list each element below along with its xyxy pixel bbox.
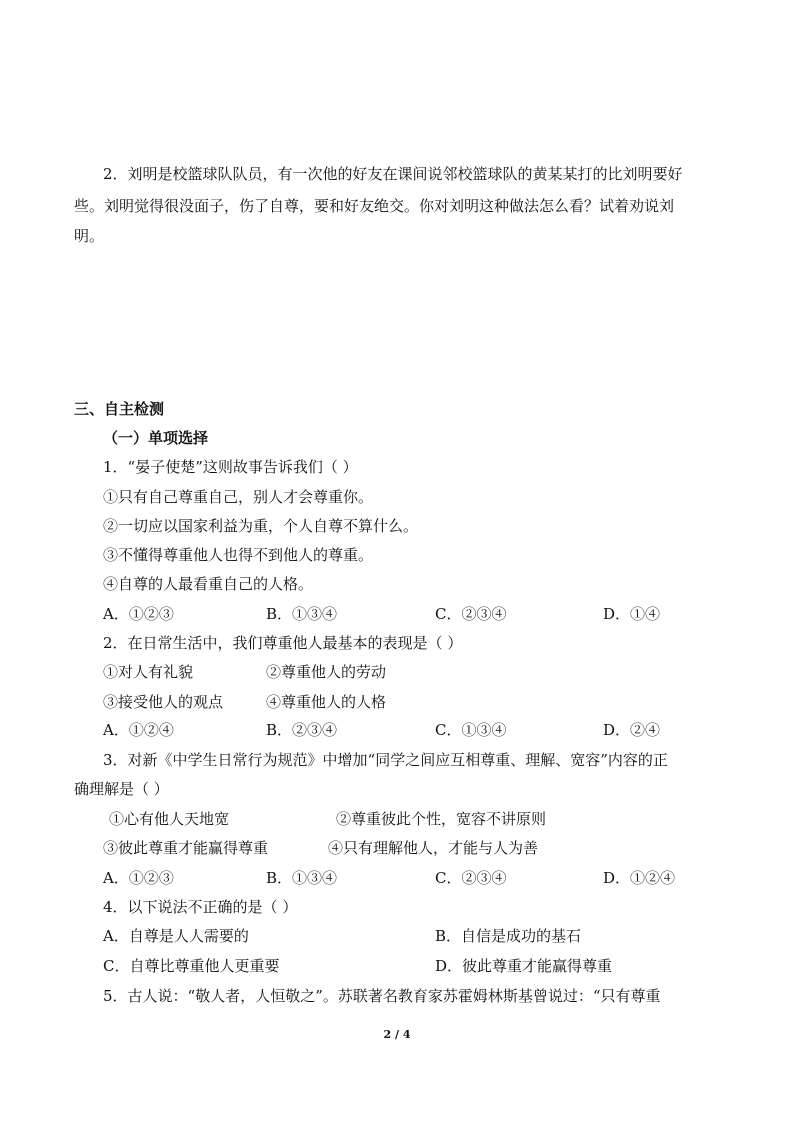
mc2-statement-3: ③接受他人的观点: [103, 693, 224, 711]
mc1-option-c: C．②③④: [435, 605, 507, 623]
mc3-statement-3: ③彼此尊重才能赢得尊重: [103, 839, 269, 857]
mc4-option-c: C．自尊比尊重他人更重要: [103, 957, 280, 975]
mc2-question: 2．在日常生活中，我们尊重他人最基本的表现是（ ）: [103, 634, 463, 652]
page-number: 2 / 4: [383, 1028, 411, 1041]
subsection-heading: （一）单项选择: [103, 429, 209, 447]
mc3-statement-2: ②尊重彼此个性，宽容不讲原则: [336, 810, 547, 828]
mc1-statement-4: ④自尊的人最看重自己的人格。: [103, 575, 314, 593]
mc2-option-a: A．①②④: [103, 721, 174, 739]
mc3-question-line-1: 3．对新《中学生日常行为规范》中增加“同学之间应互相尊重、理解、宽容”内容的正: [103, 751, 668, 769]
mc1-option-b: B．①③④: [266, 605, 338, 623]
question-2-line-3: 明。: [74, 227, 105, 245]
mc4-question: 4．以下说法不正确的是（ ）: [103, 898, 298, 916]
mc4-option-a: A．自尊是人人需要的: [103, 927, 249, 945]
mc2-option-c: C．①③④: [435, 721, 507, 739]
mc1-question: 1．“晏子使楚”这则故事告诉我们（ ）: [103, 458, 358, 476]
mc4-option-b: B．自信是成功的基石: [435, 927, 582, 945]
mc3-statement-4: ④只有理解他人，才能与人为善: [328, 839, 539, 857]
mc2-statement-4: ④尊重他人的人格: [266, 693, 387, 711]
mc3-option-a: A．①②③: [103, 869, 174, 887]
question-2-line-1: 2．刘明是校篮球队队员，有一次他的好友在课间说邻校篮球队的黄某某打的比刘明要好: [103, 165, 683, 183]
mc2-statement-2: ②尊重他人的劳动: [266, 663, 387, 681]
mc1-statement-2: ②一切应以国家利益为重，个人自尊不算什么。: [103, 517, 419, 535]
mc1-statement-3: ③不懂得尊重他人也得不到他人的尊重。: [103, 546, 374, 564]
mc3-option-c: C．②③④: [435, 869, 507, 887]
mc4-option-d: D．彼此尊重才能赢得尊重: [435, 957, 613, 975]
mc1-statement-1: ①只有自己尊重自己，别人才会尊重你。: [103, 488, 374, 506]
mc1-option-d: D．①④: [603, 605, 661, 623]
mc3-option-b: B．①③④: [266, 869, 338, 887]
mc1-option-a: A．①②③: [103, 605, 174, 623]
mc2-statement-1: ①对人有礼貌: [103, 663, 194, 681]
question-2-line-2: 些。刘明觉得很没面子，伤了自尊，要和好友绝交。你对刘明这种做法怎么看？试着劝说刘: [74, 197, 675, 215]
mc3-option-d: D．①②④: [603, 869, 676, 887]
mc3-question-line-2: 确理解是（ ）: [74, 780, 169, 798]
mc5-question: 5．古人说：“敬人者，人恒敬之”。苏联著名教育家苏霍姆林斯基曾说过：“只有尊重: [103, 987, 661, 1005]
mc2-option-d: D．②④: [603, 721, 661, 739]
section-heading: 三、自主检测: [74, 400, 165, 418]
mc3-statement-1: ①心有他人天地宽: [109, 810, 230, 828]
mc2-option-b: B．②③④: [266, 721, 338, 739]
